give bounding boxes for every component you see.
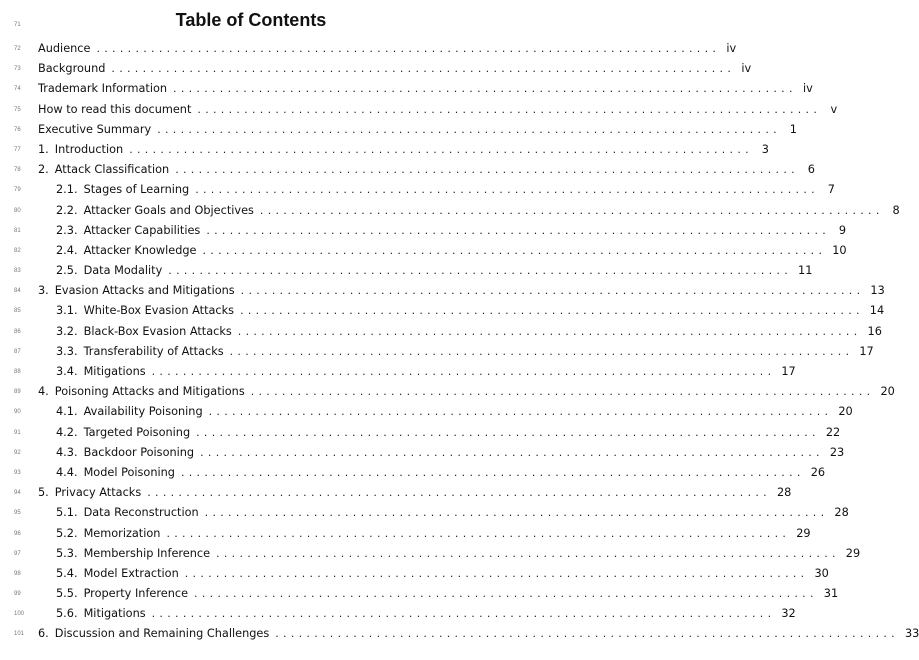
dot-leader: ................................................................................ <box>229 344 854 358</box>
dot-leader: ................................................................................ <box>173 82 797 96</box>
section-number: 4.2. <box>56 425 78 439</box>
dot-leader: ................................................................................ <box>111 62 736 76</box>
section-title: Data Modality <box>83 264 163 278</box>
section-title: Audience <box>38 42 91 55</box>
page-number: 20 <box>880 385 895 399</box>
toc-entry-link[interactable] <box>56 587 839 601</box>
dot-leader: ................................................................................ <box>240 284 865 298</box>
page-number: iv <box>726 42 737 55</box>
dot-leader: ................................................................................ <box>157 122 781 136</box>
section-title: Black-Box Evasion Attacks <box>83 324 232 338</box>
toc-entry[interactable] <box>0 625 919 645</box>
section-title: Background <box>38 62 106 76</box>
line-number: 93 <box>14 469 21 476</box>
line-number: 95 <box>14 510 21 517</box>
section-number: 5.2. <box>56 526 78 540</box>
title-line-number: 71 <box>14 22 21 28</box>
line-number: 97 <box>14 550 21 557</box>
section-title: Model Poisoning <box>83 465 175 479</box>
line-number: 83 <box>14 268 21 275</box>
line-number: 99 <box>14 591 21 598</box>
page-number: 1 <box>789 122 797 136</box>
line-number: 72 <box>14 46 21 52</box>
toc-entry[interactable] <box>0 484 792 504</box>
section-title: Availability Poisoning <box>83 405 203 419</box>
toc-entry[interactable] <box>0 444 845 464</box>
section-number: 2.5. <box>56 264 78 278</box>
toc-entry[interactable] <box>0 525 811 545</box>
toc-entry[interactable] <box>0 161 815 181</box>
toc-entry-link[interactable] <box>38 163 815 177</box>
section-title: White-Box Evasion Attacks <box>83 304 235 318</box>
section-title: Backdoor Poisoning <box>83 445 195 459</box>
section-title: Property Inference <box>83 587 189 601</box>
section-title: Attacker Capabilities <box>83 223 201 237</box>
page-number: 29 <box>845 546 861 560</box>
section-number: 5.4. <box>56 566 78 580</box>
section-title: Trademark Information <box>38 82 168 96</box>
toc-entry[interactable] <box>0 121 797 141</box>
toc-entry-link[interactable] <box>56 304 885 318</box>
line-number: 100 <box>14 611 25 618</box>
line-number: 76 <box>14 126 21 133</box>
section-title: Executive Summary <box>38 122 152 136</box>
toc-entry[interactable] <box>0 60 752 80</box>
page-number: iv <box>741 62 752 76</box>
section-title: Attacker Goals and Objectives <box>83 203 254 217</box>
toc-entry-link[interactable] <box>56 465 826 480</box>
toc-entry-link[interactable] <box>56 223 847 238</box>
line-number: 80 <box>14 207 21 214</box>
toc-entry-link[interactable] <box>38 284 885 298</box>
section-number: 2.3. <box>56 223 78 237</box>
toc-entry-link[interactable] <box>56 264 813 278</box>
toc-entry[interactable] <box>0 323 882 343</box>
section-title: Targeted Poisoning <box>83 425 191 439</box>
page-number: 7 <box>827 183 835 197</box>
dot-leader: ................................................................................ <box>96 42 721 55</box>
toc-entry[interactable] <box>0 464 826 484</box>
page-number: 20 <box>838 405 853 419</box>
section-title: Mitigations <box>83 607 146 621</box>
section-number: 2. <box>38 163 49 177</box>
dot-leader: ................................................................................ <box>275 627 899 641</box>
toc-entry-link[interactable] <box>56 183 835 197</box>
section-title: Discussion and Remaining Challenges <box>54 627 270 641</box>
page-number: v <box>830 102 838 116</box>
dot-leader: ................................................................................ <box>250 385 875 399</box>
section-title: Poisoning Attacks and Mitigations <box>54 385 245 399</box>
dot-leader: ................................................................................ <box>197 102 822 116</box>
dot-leader: ................................................................................ <box>202 243 827 257</box>
page-number: 22 <box>825 425 841 439</box>
section-title: Data Reconstruction <box>83 506 199 520</box>
dot-leader: ................................................................................ <box>259 203 884 217</box>
dot-leader: ................................................................................ <box>194 587 818 601</box>
toc-entry[interactable] <box>0 363 796 383</box>
page-number: 13 <box>870 284 885 298</box>
line-number: 88 <box>14 369 21 375</box>
section-title: How to read this document <box>38 102 192 116</box>
page-number: 28 <box>776 486 792 500</box>
section-number: 5.3. <box>56 546 78 560</box>
toc-entry-link[interactable] <box>38 102 838 117</box>
line-number: 77 <box>14 146 21 153</box>
line-number: 85 <box>14 308 21 315</box>
section-number: 5. <box>38 486 49 500</box>
line-number: 98 <box>14 570 21 577</box>
section-number: 4.1. <box>56 405 78 419</box>
toc-entry-link[interactable] <box>38 486 792 500</box>
toc-entry[interactable] <box>0 545 861 565</box>
line-number: 74 <box>14 86 21 93</box>
page-number: 16 <box>867 324 882 338</box>
line-number: 79 <box>14 187 21 194</box>
toc-entry-link[interactable] <box>38 385 895 399</box>
page-number: 17 <box>859 344 874 358</box>
section-title: Mitigations <box>83 365 146 378</box>
section-number: 3.2. <box>56 324 78 338</box>
section-title: Introduction <box>54 142 124 156</box>
toc-entry-link[interactable] <box>56 405 853 419</box>
section-number: 5.1. <box>56 506 78 520</box>
dot-leader: ................................................................................ <box>237 324 862 338</box>
toc-entry-link[interactable] <box>56 546 861 561</box>
dot-leader: ................................................................................ <box>175 163 799 177</box>
toc-entry[interactable] <box>0 141 769 161</box>
section-number: 4. <box>38 385 49 399</box>
toc-entry-link[interactable] <box>56 324 882 339</box>
toc-entry[interactable] <box>0 40 737 60</box>
dot-leader: ................................................................................ <box>200 445 824 459</box>
dot-leader: ................................................................................ <box>129 142 753 156</box>
page-number: 10 <box>832 243 847 257</box>
toc-entry-link[interactable] <box>56 607 796 621</box>
dot-leader: ................................................................................ <box>240 304 864 318</box>
dot-leader: ................................................................................ <box>180 465 805 479</box>
toc-entry[interactable] <box>0 282 885 302</box>
line-number: 73 <box>14 66 21 73</box>
toc-entry[interactable] <box>0 383 895 403</box>
toc-entry[interactable] <box>0 181 835 201</box>
line-number: 75 <box>14 106 21 113</box>
dot-leader: ................................................................................ <box>216 546 840 560</box>
page-title: Table of Contents <box>175 10 327 30</box>
page-number: 8 <box>892 203 900 217</box>
line-number: 89 <box>14 389 21 396</box>
line-number: 78 <box>14 167 21 174</box>
dot-leader: ................................................................................ <box>151 607 776 621</box>
line-number: 87 <box>14 348 21 355</box>
toc-entry-link[interactable] <box>56 526 811 541</box>
section-number: 3.1. <box>56 304 78 318</box>
section-number: 2.2. <box>56 203 78 217</box>
page-number: 23 <box>829 445 845 459</box>
toc-entry[interactable] <box>0 80 813 100</box>
section-title: Membership Inference <box>83 546 211 560</box>
dot-leader: ................................................................................ <box>151 365 776 378</box>
section-number: 5.5. <box>56 587 78 601</box>
page-number: 6 <box>807 163 815 177</box>
line-number: 84 <box>14 288 21 295</box>
toc-entry-link[interactable] <box>56 344 874 359</box>
toc-entry-link[interactable] <box>38 62 752 76</box>
toc-entry[interactable] <box>0 202 900 222</box>
page-number: 11 <box>798 264 813 278</box>
page-number: 30 <box>814 566 829 580</box>
dot-leader: ................................................................................ <box>208 405 833 419</box>
toc-entry[interactable] <box>0 262 813 282</box>
page-number: 31 <box>823 587 839 601</box>
section-title: Transferability of Attacks <box>83 344 224 358</box>
toc-entry[interactable] <box>0 302 885 322</box>
toc-entry[interactable] <box>0 343 874 363</box>
dot-leader: ................................................................................ <box>166 526 791 540</box>
page-number: 3 <box>761 142 769 156</box>
section-title: Attacker Knowledge <box>83 243 197 257</box>
toc-entry-link[interactable] <box>56 445 845 460</box>
section-title: Attack Classification <box>54 163 170 177</box>
toc-entry[interactable] <box>0 424 841 444</box>
page-number: 33 <box>904 627 919 641</box>
toc-entry-link[interactable] <box>56 566 829 581</box>
toc-entry-link[interactable] <box>56 506 849 520</box>
dot-leader: ................................................................................ <box>195 183 819 197</box>
section-number: 3. <box>38 284 49 298</box>
section-title: Stages of Learning <box>83 183 190 197</box>
toc-entry-link[interactable] <box>38 82 813 96</box>
toc-entry-link[interactable] <box>56 425 841 440</box>
section-number: 4.3. <box>56 445 78 459</box>
toc-entry[interactable] <box>0 101 838 121</box>
page-number: iv <box>802 82 813 96</box>
line-number: 91 <box>14 429 21 436</box>
dot-leader: ................................................................................ <box>184 566 809 580</box>
line-number: 94 <box>14 490 21 497</box>
section-number: 2.4. <box>56 243 78 257</box>
toc-entry[interactable] <box>0 565 829 585</box>
page-number: 26 <box>810 465 826 479</box>
line-number: 92 <box>14 449 21 456</box>
section-title: Evasion Attacks and Mitigations <box>54 284 235 298</box>
toc-entry[interactable] <box>0 585 839 605</box>
page-number: 17 <box>781 365 796 378</box>
toc-list <box>0 40 919 646</box>
section-title: Memorization <box>83 526 161 540</box>
toc-entry[interactable] <box>0 242 847 262</box>
toc-entry[interactable] <box>0 403 853 423</box>
toc-entry-link[interactable] <box>56 365 796 379</box>
toc-entry-link[interactable] <box>56 243 847 258</box>
toc-entry-link[interactable] <box>38 42 737 56</box>
toc-entry[interactable] <box>0 504 849 524</box>
dot-leader: ................................................................................ <box>204 506 829 520</box>
dot-leader: ................................................................................ <box>147 486 771 500</box>
section-number: 2.1. <box>56 183 78 197</box>
section-number: 5.6. <box>56 607 78 621</box>
page-number: 29 <box>796 526 811 540</box>
section-number: 4.4. <box>56 465 78 479</box>
line-number: 96 <box>14 530 21 537</box>
section-number: 6. <box>38 627 49 641</box>
toc-entry-link[interactable] <box>38 122 797 137</box>
dot-leader: ................................................................................ <box>206 223 831 237</box>
toc-entry[interactable] <box>0 222 847 242</box>
dot-leader: ................................................................................ <box>196 425 820 439</box>
line-number: 82 <box>14 247 21 254</box>
line-number: 86 <box>14 328 21 335</box>
section-number: 3.3. <box>56 344 78 358</box>
toc-entry-link[interactable] <box>56 203 900 218</box>
line-number: 101 <box>14 631 25 638</box>
dot-leader: ................................................................................ <box>168 264 793 278</box>
page-number: 28 <box>834 506 849 520</box>
section-number: 3.4. <box>56 365 78 378</box>
page-number: 32 <box>781 607 796 621</box>
toc-entry[interactable] <box>0 605 796 625</box>
line-number: 90 <box>14 409 21 416</box>
line-number: 81 <box>14 227 21 234</box>
page-number: 14 <box>869 304 885 318</box>
section-title: Privacy Attacks <box>54 486 142 500</box>
toc-entry-link[interactable] <box>38 142 769 157</box>
section-number: 1. <box>38 142 49 156</box>
page-number: 9 <box>838 223 847 237</box>
toc-entry-link[interactable] <box>38 627 919 641</box>
section-title: Model Extraction <box>83 566 179 580</box>
